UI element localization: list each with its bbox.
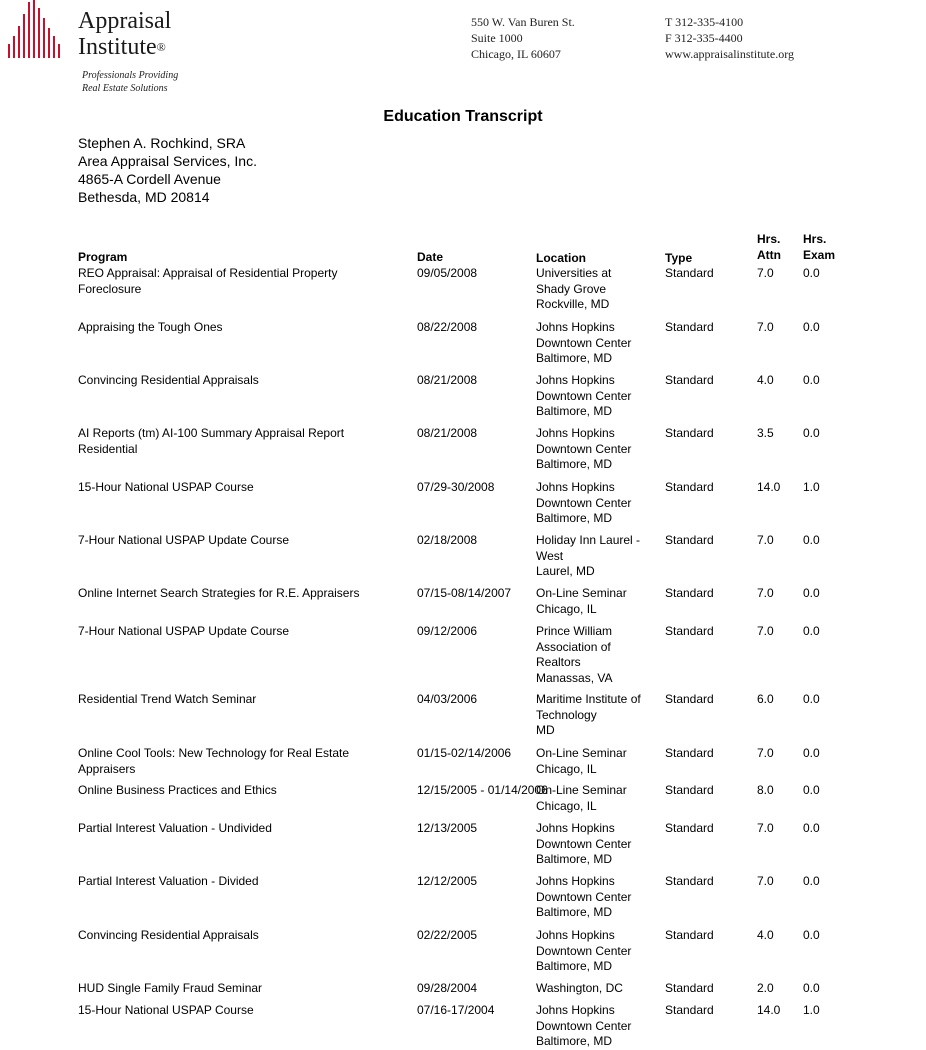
cell-hrs-attn: 7.0 — [757, 586, 774, 600]
cell-hrs-exam: 0.0 — [803, 981, 820, 995]
location-line: West — [536, 548, 564, 563]
header-program: Program — [78, 250, 128, 264]
location-line: Chicago, IL — [536, 601, 597, 616]
location-line: MD — [536, 723, 555, 737]
cell-hrs-exam: 0.0 — [803, 624, 820, 638]
cell-location — [536, 266, 651, 313]
cell-program: Online Business Practices and Ethics — [78, 783, 277, 797]
logo-bar — [43, 18, 45, 58]
logo-bar — [23, 14, 25, 58]
logo-bar — [13, 36, 15, 58]
recipient-street: 4865-A Cordell Avenue — [78, 171, 221, 187]
cell-hrs-exam: 0.0 — [803, 746, 820, 760]
cell-program: Online Internet Search Strategies for R.E. Appraisers — [78, 586, 360, 600]
cell-hrs-attn: 4.0 — [757, 928, 774, 942]
recipient-city-state: Bethesda, MD 20814 — [78, 189, 210, 205]
cell-date: 01/15-02/14/2006 — [417, 746, 512, 760]
cell-date: 12/12/2005 — [417, 874, 478, 888]
logo-tagline-line-1: Professionals Providing — [82, 70, 179, 81]
location-line: Downtown Center — [536, 335, 632, 350]
cell-location — [536, 586, 651, 617]
cell-hrs-exam: 0.0 — [803, 373, 820, 387]
location-line: Baltimore, MD — [536, 457, 613, 471]
cell-location — [536, 783, 651, 814]
cell-type: Standard — [665, 821, 714, 835]
cell-program: HUD Single Family Fraud Seminar — [78, 981, 263, 995]
cell-hrs-attn: 14.0 — [757, 480, 781, 494]
location-line: Universities at — [536, 266, 612, 280]
cell-hrs-exam: 0.0 — [803, 533, 820, 547]
location-line: Johns Hopkins — [536, 426, 615, 440]
cell-date: 08/21/2008 — [417, 373, 478, 387]
cell-type: Standard — [665, 874, 714, 888]
location-line: Prince William — [536, 624, 613, 638]
recipient-name: Stephen A. Rochkind, SRA — [78, 135, 246, 151]
cell-hrs-attn: 7.0 — [757, 320, 774, 334]
cell-type: Standard — [665, 783, 714, 797]
cell-date: 12/15/2005 - 01/14/2006 — [417, 783, 548, 797]
header-hrs-attn — [757, 231, 781, 263]
header-type: Type — [665, 251, 693, 265]
phone-number: T 312-335-4100 — [665, 15, 744, 29]
cell-location — [536, 533, 651, 580]
cell-location — [536, 426, 651, 473]
cell-location — [536, 692, 651, 739]
cell-hrs-attn: 6.0 — [757, 692, 774, 706]
cell-date: 09/05/2008 — [417, 266, 478, 280]
location-line: Association of — [536, 639, 611, 654]
location-line: On-Line Seminar — [536, 746, 627, 760]
location-line: Downtown Center — [536, 889, 632, 904]
location-line: Chicago, IL — [536, 798, 597, 813]
cell-program: Appraising the Tough Ones — [78, 320, 223, 334]
cell-hrs-attn: 14.0 — [757, 1003, 781, 1017]
address-line: Suite 1000 — [471, 31, 523, 45]
cell-hrs-attn: 7.0 — [757, 624, 774, 638]
cell-hrs-exam: 0.0 — [803, 928, 820, 942]
logo-line-2: Institute — [78, 34, 157, 60]
cell-hrs-exam: 1.0 — [803, 1003, 820, 1017]
cell-date: 02/18/2008 — [417, 533, 478, 547]
cell-hrs-exam: 0.0 — [803, 821, 820, 835]
location-line: Technology — [536, 707, 597, 722]
location-line: Johns Hopkins — [536, 874, 615, 888]
address-line: Chicago, IL 60607 — [471, 47, 561, 61]
cell-program: 15-Hour National USPAP Course — [78, 1003, 254, 1017]
location-line: On-Line Seminar — [536, 586, 627, 600]
header-hrs-exam-line-1: Hrs. — [803, 232, 827, 246]
cell-hrs-exam: 1.0 — [803, 480, 820, 494]
cell-type: Standard — [665, 480, 714, 494]
cell-program: AI Reports (tm) AI-100 Summary Appraisal Report Residential — [78, 426, 345, 456]
cell-date: 07/29-30/2008 — [417, 480, 495, 494]
location-line: Baltimore, MD — [536, 404, 613, 418]
logo-bar — [8, 44, 10, 58]
cell-type: Standard — [665, 373, 714, 387]
cell-location — [536, 874, 651, 921]
cell-hrs-exam: 0.0 — [803, 783, 820, 797]
location-line: Laurel, MD — [536, 564, 595, 578]
cell-location — [536, 624, 651, 686]
cell-date: 08/21/2008 — [417, 426, 478, 440]
cell-program: 15-Hour National USPAP Course — [78, 480, 254, 494]
cell-location — [536, 928, 651, 975]
logo-registered-mark: ® — [156, 40, 166, 54]
cell-location — [536, 480, 651, 527]
cell-type: Standard — [665, 533, 714, 547]
location-line: Manassas, VA — [536, 670, 613, 685]
cell-program: Convincing Residential Appraisals — [78, 928, 259, 942]
fax-number: F 312-335-4400 — [665, 31, 743, 45]
address-line: 550 W. Van Buren St. — [471, 15, 575, 29]
location-line: Johns Hopkins — [536, 821, 615, 835]
cell-program: 7-Hour National USPAP Update Course — [78, 533, 289, 547]
location-line: Baltimore, MD — [536, 852, 613, 866]
header-hrs-exam — [803, 231, 835, 263]
logo-bar — [48, 28, 50, 58]
location-line: Downtown Center — [536, 943, 632, 958]
cell-program: Partial Interest Valuation - Divided — [78, 874, 259, 888]
location-line: Shady Grove — [536, 281, 607, 296]
location-line: Maritime Institute of — [536, 692, 641, 706]
location-line: Johns Hopkins — [536, 928, 615, 942]
cell-type: Standard — [665, 426, 714, 440]
cell-type: Standard — [665, 928, 714, 942]
cell-type: Standard — [665, 1003, 714, 1017]
cell-location — [536, 981, 651, 997]
location-line: Johns Hopkins — [536, 1003, 615, 1017]
cell-hrs-exam: 0.0 — [803, 586, 820, 600]
header-hrs-exam-line-2: Exam — [803, 248, 836, 262]
cell-hrs-attn: 7.0 — [757, 266, 774, 280]
cell-program: 7-Hour National USPAP Update Course — [78, 624, 289, 638]
cell-hrs-attn: 7.0 — [757, 746, 774, 760]
location-line: Baltimore, MD — [536, 905, 613, 919]
website: www.appraisalinstitute.org — [665, 47, 794, 61]
location-line: Downtown Center — [536, 388, 632, 403]
cell-type: Standard — [665, 981, 714, 995]
cell-type: Standard — [665, 266, 714, 280]
cell-hrs-exam: 0.0 — [803, 874, 820, 888]
cell-hrs-exam: 0.0 — [803, 320, 820, 334]
header-location: Location — [536, 251, 586, 265]
cell-hrs-attn: 4.0 — [757, 373, 774, 387]
location-line: Johns Hopkins — [536, 320, 615, 334]
cell-type: Standard — [665, 746, 714, 760]
location-line: Baltimore, MD — [536, 511, 613, 525]
cell-hrs-attn: 3.5 — [757, 426, 774, 440]
logo-bar — [28, 2, 30, 58]
logo-line-1: Appraisal — [78, 8, 172, 34]
location-line: Holiday Inn Laurel - — [536, 533, 641, 547]
cell-location — [536, 320, 651, 367]
location-line: Chicago, IL — [536, 761, 597, 776]
location-line: Johns Hopkins — [536, 373, 615, 387]
appraisal-institute-logo — [6, 0, 206, 100]
logo-wordmark — [78, 8, 171, 60]
recipient-company: Area Appraisal Services, Inc. — [78, 153, 257, 169]
cell-program: Convincing Residential Appraisals — [78, 373, 259, 387]
institute-contact — [665, 14, 794, 62]
cell-program: Online Cool Tools: New Technology for Real Estate Appraisers — [78, 746, 350, 776]
cell-hrs-attn: 7.0 — [757, 533, 774, 547]
recipient-address-block — [78, 134, 257, 206]
cell-date: 02/22/2005 — [417, 928, 478, 942]
cell-date: 07/15-08/14/2007 — [417, 586, 512, 600]
location-line: Downtown Center — [536, 495, 632, 510]
cell-date: 09/12/2006 — [417, 624, 478, 638]
cell-type: Standard — [665, 624, 714, 638]
institute-address — [471, 14, 575, 62]
cell-program: Residential Trend Watch Seminar — [78, 692, 257, 706]
logo-bar — [53, 36, 55, 58]
cell-type: Standard — [665, 586, 714, 600]
cell-location — [536, 746, 651, 777]
cell-location — [536, 821, 651, 868]
location-line: Washington, DC — [536, 981, 623, 995]
location-line: Baltimore, MD — [536, 1034, 613, 1048]
cell-type: Standard — [665, 692, 714, 706]
cell-hrs-exam: 0.0 — [803, 426, 820, 440]
location-line: Rockville, MD — [536, 297, 610, 311]
logo-bar — [33, 0, 35, 58]
cell-type: Standard — [665, 320, 714, 334]
location-line: Baltimore, MD — [536, 959, 613, 973]
cell-program: REO Appraisal: Appraisal of Residential Property Foreclosure — [78, 266, 338, 296]
logo-bars-icon — [6, 0, 78, 62]
cell-date: 07/16-17/2004 — [417, 1003, 495, 1017]
location-line: Realtors — [536, 655, 581, 669]
cell-program: Partial Interest Valuation - Undivided — [78, 821, 272, 835]
location-line: Downtown Center — [536, 1018, 632, 1033]
cell-date: 04/03/2006 — [417, 692, 478, 706]
logo-tagline — [82, 69, 178, 95]
cell-location — [536, 373, 651, 420]
document-title: Education Transcript — [383, 108, 543, 125]
location-line: Baltimore, MD — [536, 351, 613, 365]
header-hrs-attn-line-1: Hrs. — [757, 232, 781, 246]
location-line: On-Line Seminar — [536, 783, 627, 797]
cell-hrs-attn: 7.0 — [757, 874, 774, 888]
cell-hrs-exam: 0.0 — [803, 692, 820, 706]
cell-date: 12/13/2005 — [417, 821, 478, 835]
logo-bar — [38, 8, 40, 58]
logo-bar — [18, 26, 20, 58]
cell-location — [536, 1003, 651, 1050]
cell-hrs-attn: 8.0 — [757, 783, 774, 797]
location-line: Downtown Center — [536, 836, 632, 851]
logo-tagline-line-2: Real Estate Solutions — [82, 83, 168, 94]
header-date: Date — [417, 250, 444, 264]
location-line: Downtown Center — [536, 441, 632, 456]
cell-date: 08/22/2008 — [417, 320, 478, 334]
cell-hrs-attn: 2.0 — [757, 981, 774, 995]
cell-hrs-attn: 7.0 — [757, 821, 774, 835]
cell-hrs-exam: 0.0 — [803, 266, 820, 280]
header-hrs-attn-line-2: Attn — [757, 248, 781, 262]
cell-date: 09/28/2004 — [417, 981, 478, 995]
location-line: Johns Hopkins — [536, 480, 615, 494]
logo-bar — [58, 44, 60, 58]
